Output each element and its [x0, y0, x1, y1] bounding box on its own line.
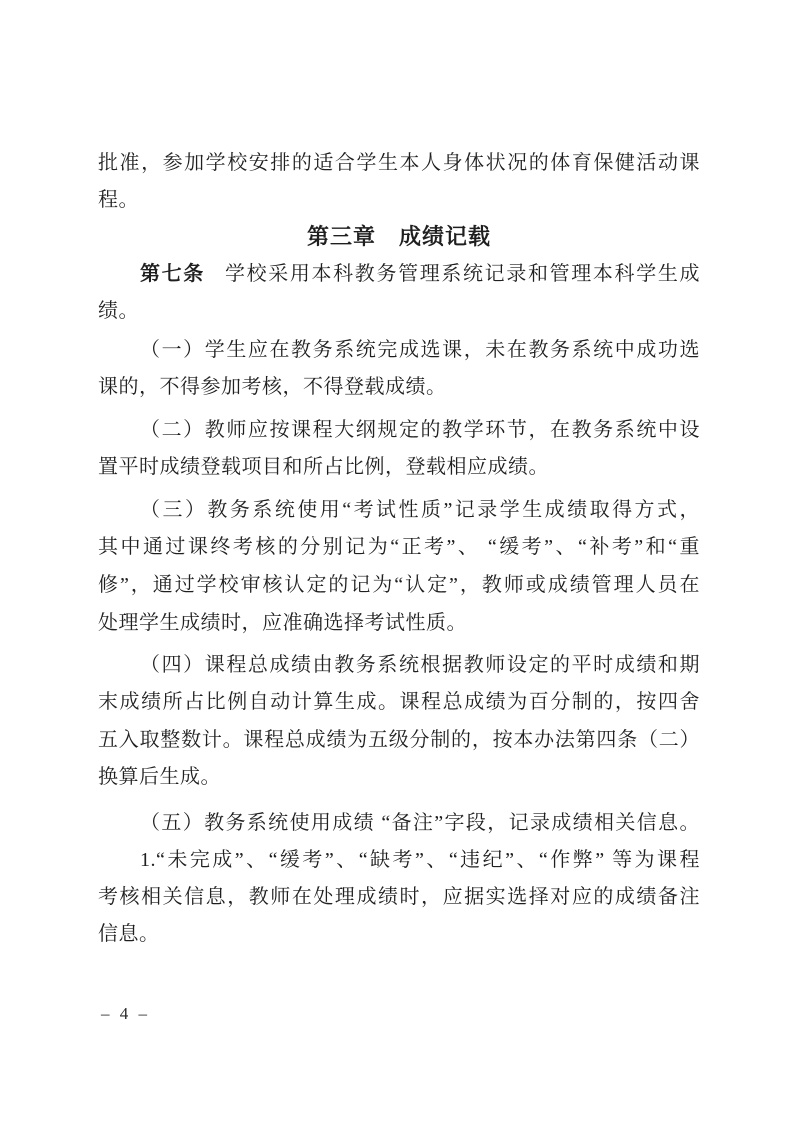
paragraph-continuation-line-1: 批准，参加学校安排的适合学生本人身体状况的体育保健活动课	[98, 152, 700, 174]
item-4-line-4: 换算后生成。	[98, 766, 221, 788]
page-number: – 4 –	[101, 1004, 150, 1023]
item-3-line-2: 其中通过课终考核的分别记为“正考”、 “缓考”、“补考”和“重	[98, 536, 700, 558]
item-4-line-2: 末成绩所占比例自动计算生成。课程总成绩为百分制的，按四舍	[98, 691, 700, 713]
article-7-text-line-2: 绩。	[98, 300, 139, 322]
item-3-line-1: （三）教务系统使用“考试性质”记录学生成绩取得方式，	[140, 499, 700, 521]
article-7-opening-line	[98, 260, 700, 288]
item-1-line-1: （一）学生应在教务系统完成选课，未在教务系统中成功选	[140, 339, 700, 361]
note-1-line-2: 考核相关信息，教师在处理成绩时，应据实选择对应的成绩备注	[98, 886, 700, 908]
note-1-line-3: 信息。	[98, 923, 160, 945]
note-1-line-1: 1.“未完成”、“缓考”、“缺考”、“违纪”、“作弊” 等为课程	[140, 849, 700, 871]
item-1-line-2: 课的，不得参加考核，不得登载成绩。	[98, 376, 447, 398]
item-4-line-1: （四）课程总成绩由教务系统根据教师设定的平时成绩和期	[140, 654, 700, 676]
item-4-line-3: 五入取整数计。课程总成绩为五级分制的，按本办法第四条（二）	[98, 729, 700, 751]
paragraph-continuation-line-2: 程。	[98, 189, 139, 211]
item-3-line-4: 处理学生成绩时，应准确选择考试性质。	[98, 612, 467, 634]
item-3-line-3: 修”，通过学校审核认定的记为“认定”，教师或成绩管理人员在	[98, 574, 700, 596]
item-2-line-1: （二）教师应按课程大纲规定的教学环节，在教务系统中设	[140, 419, 700, 441]
item-2-line-2: 置平时成绩登载项目和所占比例，登载相应成绩。	[98, 456, 549, 478]
article-7-text-line-1: 学校采用本科教务管理系统记录和管理本科学生成	[224, 263, 700, 285]
item-5-line-1: （五）教务系统使用成绩 “备注”字段，记录成绩相关信息。	[140, 812, 700, 834]
article-7-label: 第七条	[140, 263, 205, 285]
chapter-heading: 第三章 成绩记载	[306, 224, 491, 249]
